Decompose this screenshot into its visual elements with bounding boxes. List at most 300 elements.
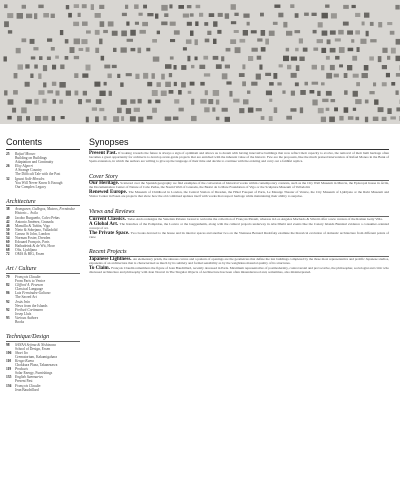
toc-entry-text [15, 359, 80, 367]
facade-opening [38, 73, 41, 79]
facade-opening [43, 82, 46, 87]
synopses-title: Synopses [89, 137, 389, 150]
facade-opening [165, 117, 172, 121]
facade-opening [352, 5, 356, 8]
facade-opening [296, 65, 300, 71]
facade-opening [213, 21, 217, 27]
facade-opening [121, 99, 127, 105]
facade-opening [355, 99, 361, 104]
facade-opening [252, 48, 258, 52]
toc-entry-line: From Paris to Venice [15, 279, 46, 284]
contents-title: Contents [6, 137, 80, 150]
facade-opening [378, 22, 382, 27]
synopsis-text: Two books devoted to the house and its interior spaces and another two on the Viennese Bernard Rudofsky examine the historical evolution of domestic architecture from different points of view. [89, 230, 389, 239]
facade-opening [242, 64, 245, 69]
facade-opening [169, 90, 174, 94]
toc-entry-text [15, 152, 80, 164]
synopsis-text: François Claudin remembers the figure of Jean Baudrillard, recently deceased in Paris. Maximum representative of postmodernity, controversial and provocative, the philosopher, sociologist and critic who discussed architecture and philosophy with Jean Nouvel in The Singular Objects of Architecture has been often misunderstood and, sometimes, also misinterpreted. [89, 265, 389, 274]
facade-opening [312, 100, 317, 106]
facade-opening [204, 73, 210, 76]
facade-opening [331, 99, 336, 102]
synopsis-text: The Museum of Childhood in London, the Central Station of Dresden, the Hôtel Fouquet of Paris, Le Massige Theater of Venice, the City Museum of Ljubljana or the Ruhr Museum and Visitor Center in Essen are projects that show how the old combined updates itself with works that respect heritage while maintaining their ability to surprise. [89, 190, 389, 199]
facade-opening [212, 107, 215, 111]
toc-entry[interactable] [6, 177, 80, 189]
facade-opening [226, 48, 231, 52]
facade-opening [147, 82, 152, 86]
facade-opening [382, 65, 387, 69]
toc-entry-line: Various Authors [15, 315, 39, 320]
facade-opening [365, 117, 368, 123]
facade-opening [138, 48, 142, 54]
facade-opening [261, 116, 265, 120]
toc-section [6, 266, 80, 324]
facade-opening [291, 57, 297, 61]
facade-opening [369, 91, 374, 94]
facade-opening [213, 39, 217, 44]
facade-opening [191, 116, 197, 121]
toc-entry-line: News from the Islands [15, 303, 48, 308]
facade-opening [38, 5, 43, 9]
facade-opening [239, 73, 245, 77]
toc-entry[interactable] [6, 164, 80, 176]
facade-opening [318, 108, 324, 113]
facade-opening [99, 91, 105, 96]
facade-opening [146, 48, 150, 52]
facade-opening [353, 91, 358, 97]
facade-opening [231, 4, 236, 10]
facade-opening [242, 81, 246, 86]
facade-opening [360, 39, 366, 44]
facade-opening [299, 57, 304, 62]
facade-opening [95, 48, 99, 53]
facade-opening [395, 5, 399, 10]
toc-entry[interactable] [6, 351, 80, 359]
facade-opening [195, 39, 198, 45]
facade-opening [74, 4, 79, 8]
facade-opening [343, 22, 349, 26]
toc-entry[interactable] [6, 308, 80, 316]
toc-page-number: 106 [6, 350, 12, 355]
facade-opening [4, 56, 7, 61]
toc-page-number: 82 [6, 283, 10, 288]
facade-opening [243, 30, 248, 36]
facade-opening [66, 5, 69, 9]
facade-opening [47, 57, 51, 61]
facade-opening [130, 30, 136, 36]
facade-opening [134, 4, 139, 8]
facade-opening [74, 39, 80, 45]
facade-opening [199, 65, 205, 69]
toc-page-number: 72 [6, 252, 10, 257]
synopsis-text: Tadao Ando redesigns the Venetian Palazzo Grassi to welcome the collection of François Pinault, whereas in Los Angeles Machado & Silvetti offer a new version of the Roman Getty Villa. [127, 216, 383, 221]
facade-opening [382, 48, 387, 53]
facade-opening [78, 99, 82, 104]
facade-opening [51, 14, 55, 18]
facade-opening [286, 48, 289, 52]
facade-opening [35, 116, 41, 121]
toc-entry-text [15, 291, 80, 299]
facade-opening [335, 38, 341, 41]
facade-opening [152, 73, 155, 79]
facade-opening [327, 39, 331, 44]
facade-opening [353, 74, 359, 78]
facade-opening [208, 99, 213, 104]
toc-entry[interactable] [6, 252, 80, 256]
toc-entry-text [15, 164, 80, 176]
facade-opening [266, 91, 272, 96]
toc-entry[interactable] [6, 359, 80, 367]
toc-entry[interactable] [6, 291, 80, 299]
facade-opening [79, 48, 84, 51]
toc-entry[interactable] [6, 275, 80, 283]
facade-opening [299, 38, 303, 43]
facade-opening [134, 108, 140, 112]
facade-opening [181, 65, 186, 70]
facade-opening [396, 56, 400, 61]
facade-opening [322, 13, 328, 19]
facade-opening [305, 82, 309, 86]
facade-opening [173, 117, 179, 121]
facade-opening [31, 56, 36, 59]
facade-opening [43, 13, 49, 18]
toc-entry[interactable] [6, 367, 80, 375]
facade-opening [248, 56, 253, 61]
facade-opening [86, 99, 91, 102]
facade-opening [330, 65, 335, 70]
facade-opening [21, 107, 27, 113]
toc-list [6, 152, 80, 392]
facade-opening [325, 5, 329, 8]
facade-opening [339, 64, 343, 67]
facade-opening [65, 39, 69, 43]
toc-entry-line: Eloy Algorri [15, 164, 34, 169]
toc-entry-text [15, 375, 80, 383]
facade-opening [122, 13, 127, 16]
facade-opening [321, 48, 326, 53]
toc-section-heading: Technique/Design [6, 334, 80, 342]
facade-opening [13, 90, 18, 95]
facade-opening [355, 13, 360, 17]
facade-opening [195, 57, 198, 61]
facade-opening [188, 91, 192, 94]
facade-opening [157, 82, 161, 87]
facade-opening [295, 48, 299, 52]
facade-opening [382, 117, 387, 121]
facade-opening [152, 90, 158, 96]
facade-opening [200, 99, 206, 104]
facade-opening [373, 117, 379, 121]
facade-opening [295, 82, 299, 86]
facade-opening [125, 5, 128, 9]
facade-opening [378, 107, 384, 112]
toc-page-number: 42 [6, 219, 10, 224]
facade-opening [96, 99, 102, 104]
facade-opening [248, 108, 254, 113]
facade-opening [387, 22, 392, 25]
facade-opening [121, 116, 124, 121]
toc-entry[interactable] [6, 384, 80, 392]
facade-opening [269, 31, 275, 36]
facade-opening [135, 74, 139, 79]
facade-opening [99, 39, 102, 45]
facade-opening [83, 91, 87, 96]
toc-entry[interactable] [6, 283, 80, 291]
facade-opening [59, 100, 63, 104]
facade-opening [277, 82, 281, 85]
facade-opening [286, 116, 292, 120]
toc-entry-line: The Sacred Art [15, 295, 37, 300]
toc-entry-line: Nieto & Sobejano, Valladolid [15, 227, 58, 232]
hero-facade-image [0, 0, 400, 124]
toc-page-number: 50 [6, 227, 10, 232]
facade-opening [190, 13, 194, 16]
facade-opening [282, 90, 285, 93]
facade-opening [183, 14, 189, 18]
facade-opening [4, 4, 7, 8]
facade-opening [366, 31, 369, 37]
synopsis-lead: Our Heritage. [89, 181, 121, 187]
toc-entry-line: Present Past [15, 379, 33, 384]
facade-opening [22, 5, 26, 9]
toc-entry-line: Crematorium, Kakamigahara [15, 354, 57, 359]
synopsis-paragraph [89, 267, 389, 275]
facade-opening [204, 107, 209, 112]
facade-opening [178, 5, 184, 9]
toc-entry[interactable] [6, 207, 80, 215]
facade-opening [126, 73, 132, 76]
contents-column [6, 137, 80, 392]
facade-opening [34, 65, 38, 69]
facade-opening [273, 73, 277, 79]
toc-entry[interactable] [6, 300, 80, 308]
facade-opening [290, 108, 296, 112]
facade-opening [334, 107, 338, 111]
facade-opening [396, 90, 399, 95]
facade-opening [338, 30, 344, 35]
facade-opening [286, 31, 292, 36]
toc-page-number: 40 [6, 215, 10, 220]
facade-opening [101, 56, 105, 61]
facade-opening [300, 90, 306, 95]
facade-opening [362, 73, 368, 78]
facade-opening [86, 30, 91, 33]
facade-opening [4, 90, 7, 95]
toc-section [6, 199, 80, 257]
facade-opening [47, 90, 53, 93]
facade-opening [155, 100, 160, 104]
facade-opening [204, 22, 208, 26]
toc-entry-line: Jean Baudrillard [15, 387, 39, 392]
facade-opening [339, 116, 343, 121]
facade-opening [331, 13, 337, 18]
synopsis-paragraph [89, 258, 389, 266]
toc-page-number: 119 [6, 367, 12, 372]
synopsis-lead: Present Past. [89, 151, 119, 156]
facade-opening [269, 99, 272, 102]
toc-entry-line: Clifford A. Pearson [15, 283, 44, 288]
facade-opening [356, 117, 360, 121]
facade-opening [330, 48, 336, 53]
facade-opening [351, 39, 354, 43]
toc-entry-text [15, 316, 80, 324]
toc-entry-line: Caruso St John, London [15, 231, 50, 236]
synopsis-lead: Current Classics. [89, 216, 128, 222]
facade-opening [52, 82, 56, 86]
toc-page-number: 56 [6, 231, 10, 236]
facade-opening [344, 73, 348, 78]
toc-page-number: 86 [6, 291, 10, 296]
facade-opening [139, 13, 143, 16]
facade-opening [65, 56, 69, 60]
facade-opening [387, 108, 391, 114]
facade-opening [221, 56, 224, 61]
facade-opening [330, 30, 336, 34]
facade-opening [386, 73, 390, 77]
facade-opening [203, 56, 208, 60]
facade-opening [148, 100, 152, 104]
facade-opening [257, 56, 262, 60]
synopsis-section-heading: Cover Story [89, 174, 389, 182]
facade-opening [190, 31, 194, 36]
facade-opening [317, 91, 320, 96]
facade-opening [99, 5, 104, 9]
facade-opening [86, 47, 90, 52]
facade-opening [52, 65, 56, 70]
synopsis-text: The branches of the Pompidou, the Louvre or the Guggenheim, along with the cultural projects underway in Abu Dhabi and events like the Canary Islands Biennial evidence a consumer-oriented concept of art. [89, 221, 389, 230]
facade-opening [187, 56, 190, 62]
facade-opening [121, 47, 127, 52]
toc-entry-text [15, 308, 80, 316]
facade-opening [321, 117, 326, 123]
toc-entry-line: Products [15, 367, 28, 372]
facade-opening [240, 39, 246, 43]
facade-opening [234, 30, 239, 33]
facade-opening [22, 38, 27, 42]
facade-opening [82, 22, 88, 26]
facade-opening [104, 65, 110, 69]
synopsis-text: Scattered over the Spanish geography we find examples of the conversion of historical works within contemporary contexts, such as the City Wall Museum in Murcia, the Episcopal house in Ávila, the Documentation Center of Nature of Cabo Peñas, the Nasrid Wall of Granada, the Bastió de la Mare Foundation of Vigo or the Sculpture Museum of Valladolid. [89, 181, 389, 190]
facade-opening [39, 56, 43, 60]
facade-opening [256, 108, 262, 111]
toc-entry-line: Luis Fernández-Galiano [15, 291, 51, 296]
facade-opening [181, 82, 186, 87]
facade-opening [391, 48, 396, 54]
toc-entry-text [15, 343, 80, 351]
facade-opening [104, 82, 107, 86]
facade-opening [353, 108, 356, 111]
facade-opening [279, 64, 283, 67]
facade-opening [257, 38, 262, 41]
facade-opening [161, 5, 167, 11]
facade-opening [303, 48, 308, 52]
facade-opening [187, 5, 192, 8]
facade-opening [174, 99, 179, 103]
facade-opening [117, 74, 120, 78]
facade-opening [169, 73, 172, 77]
facade-opening [318, 22, 323, 27]
facade-opening [222, 73, 228, 79]
facade-opening [335, 56, 339, 60]
toc-entry-line: Classical Language [15, 287, 44, 292]
facade-opening [226, 81, 231, 84]
toc-entry-line: Historic... Avila [15, 211, 38, 216]
facade-opening [295, 30, 301, 33]
facade-opening [216, 100, 219, 105]
facade-opening [348, 48, 354, 52]
facade-opening [247, 22, 250, 26]
facade-opening [8, 99, 14, 104]
facade-opening [165, 82, 171, 87]
facade-opening [42, 99, 46, 104]
facade-opening [225, 13, 229, 18]
facade-opening [183, 47, 187, 50]
facade-opening [26, 14, 32, 19]
toc-entry-line: You Will Never Know It Enough [15, 180, 63, 185]
facade-opening [218, 13, 223, 17]
facade-opening [73, 22, 79, 26]
toc-entry[interactable] [6, 152, 80, 164]
facade-opening [86, 65, 91, 71]
toc-page-number: 92 [6, 307, 10, 312]
facade-opening [26, 99, 32, 103]
facade-opening [378, 56, 382, 62]
toc-entry[interactable] [6, 375, 80, 383]
facade-opening [113, 116, 119, 122]
facade-opening [18, 64, 24, 69]
synopsis-text: If looking towards the future is always a sign of optimism and allows us to dream with having innovative buildings that now reflect their capacity to evolve, the removal of their built heritage often becomes a great opportunity for architects to develop avant-garde projects that are enriched with the inherent value of the historic. Few are the proposals, like the much praised intervention of Rafael Moneo in the Bank of Spain extension, in which the authors are willing to give up the language of their time and decide to continue with the existing and carry out a faithful replica. [89, 151, 389, 163]
toc-entry-line: OMA & BIG, Essen [15, 252, 45, 257]
facade-opening [103, 30, 108, 33]
facade-opening [200, 82, 204, 86]
toc-entry-line: The Difficult Tale with the Past [15, 172, 61, 177]
facade-opening [355, 30, 360, 34]
facade-opening [174, 82, 177, 86]
facade-opening [78, 13, 81, 17]
facade-opening [391, 82, 395, 86]
facade-opening [131, 48, 136, 51]
toc-entry-line: Edouard François, Paris [15, 240, 50, 245]
facade-opening [352, 56, 357, 61]
facade-opening [387, 56, 390, 60]
facade-opening [60, 65, 64, 70]
facade-opening [130, 99, 135, 103]
facade-opening [207, 31, 211, 35]
facade-opening [117, 108, 122, 113]
toc-entry-text [15, 275, 80, 283]
facade-opening [26, 116, 30, 121]
facade-opening [265, 73, 271, 76]
facade-opening [43, 65, 47, 71]
toc-entry[interactable] [6, 316, 80, 324]
facade-opening [322, 31, 328, 36]
facade-opening [92, 107, 97, 110]
facade-opening [365, 100, 369, 104]
facade-opening [147, 116, 153, 120]
facade-opening [251, 82, 257, 86]
facade-opening [321, 65, 324, 70]
facade-opening [261, 47, 266, 52]
facade-opening [269, 116, 273, 121]
toc-entry[interactable] [6, 343, 80, 351]
facade-opening [70, 47, 75, 53]
synopsis-section [89, 209, 389, 239]
facade-opening [396, 107, 400, 111]
toc-page-number: 92 [6, 299, 10, 304]
facade-opening [230, 39, 236, 44]
facade-opening [161, 74, 165, 80]
facade-opening [274, 107, 278, 113]
facade-opening [374, 99, 378, 104]
